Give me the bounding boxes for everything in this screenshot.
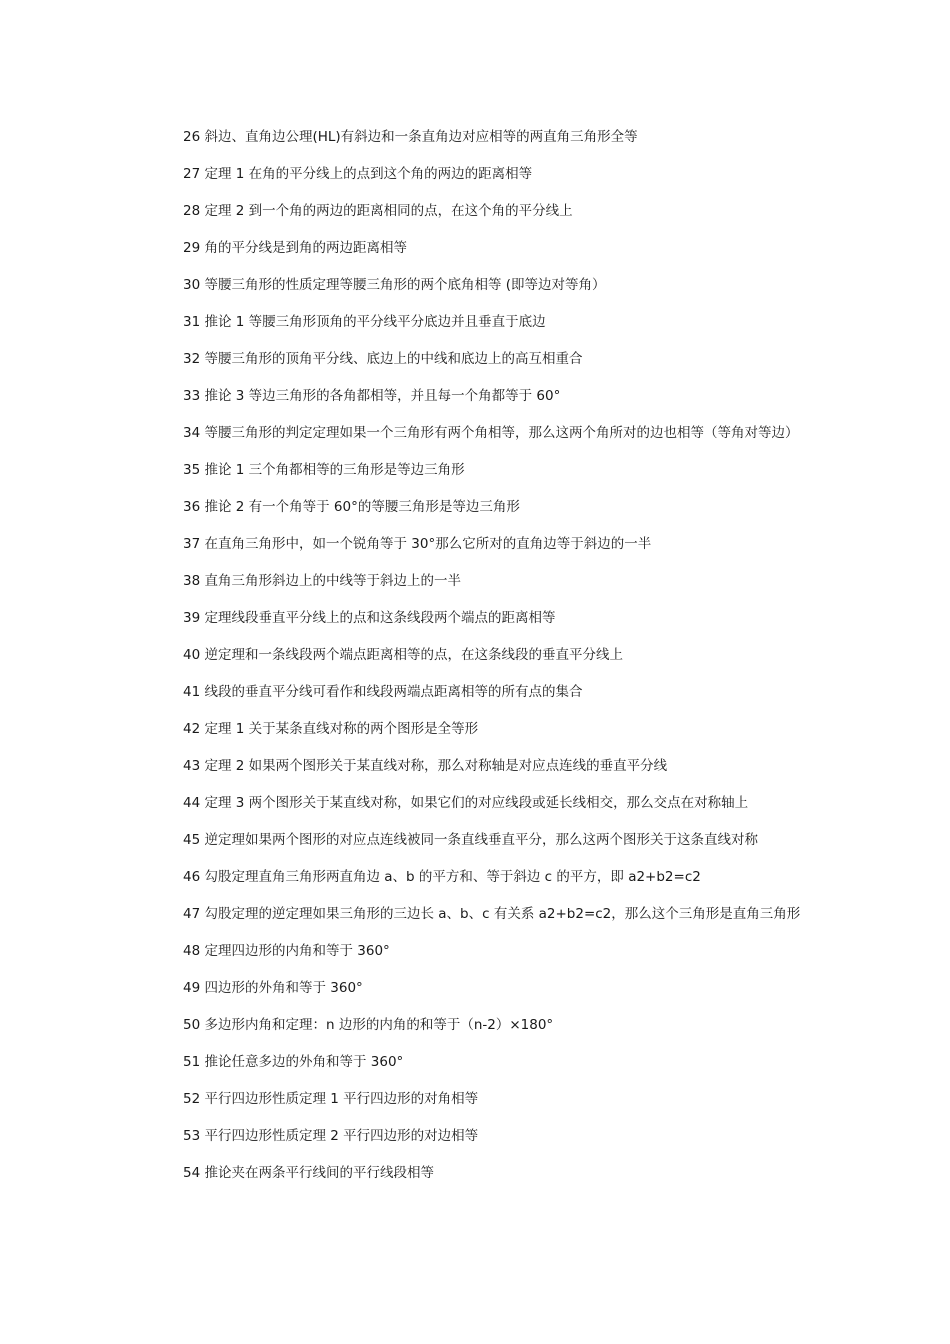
list-item: 38 直角三角形斜边上的中线等于斜边上的一半 [183, 573, 461, 589]
list-item: 51 推论任意多边的外角和等于 360° [183, 1054, 404, 1070]
list-item: 28 定理 2 到一个角的两边的距离相同的点，在这个角的平分线上 [183, 203, 573, 219]
list-item: 31 推论 1 等腰三角形顶角的平分线平分底边并且垂直于底边 [183, 314, 546, 330]
list-item: 52 平行四边形性质定理 1 平行四边形的对角相等 [183, 1091, 479, 1107]
list-item: 45 逆定理如果两个图形的对应点连线被同一条直线垂直平分，那么这两个图形关于这条直线对称 [183, 832, 758, 848]
list-item: 41 线段的垂直平分线可看作和线段两端点距离相等的所有点的集合 [183, 684, 583, 700]
list-item: 48 定理四边形的内角和等于 360° [183, 943, 390, 959]
list-item: 37 在直角三角形中，如一个锐角等于 30°那么它所对的直角边等于斜边的一半 [183, 536, 652, 552]
list-item: 54 推论夹在两条平行线间的平行线段相等 [183, 1165, 434, 1181]
list-item: 40 逆定理和一条线段两个端点距离相等的点，在这条线段的垂直平分线上 [183, 647, 623, 663]
list-item: 50 多边形内角和定理：n 边形的内角的和等于（n-2）×180° [183, 1017, 554, 1033]
list-item: 53 平行四边形性质定理 2 平行四边形的对边相等 [183, 1128, 479, 1144]
theorem-list [145, 126, 813, 1199]
list-item: 47 勾股定理的逆定理如果三角形的三边长 a、b、c 有关系 a2+b2=c2，那么这个三角形是直角三角形 [183, 906, 801, 922]
list-item: 35 推论 1 三个角都相等的三角形是等边三角形 [183, 462, 465, 478]
list-item: 36 推论 2 有一个角等于 60°的等腰三角形是等边三角形 [183, 499, 520, 515]
list-item: 26 斜边、直角边公理(HL)有斜边和一条直角边对应相等的两直角三角形全等 [183, 129, 638, 145]
list-item: 46 勾股定理直角三角形两直角边 a、b 的平方和、等于斜边 c 的平方，即 a2+b2=c2 [183, 869, 701, 885]
list-item: 34 等腰三角形的判定定理如果一个三角形有两个角相等，那么这两个角所对的边也相等（等角对等边） [183, 425, 799, 441]
list-item: 32 等腰三角形的顶角平分线、底边上的中线和底边上的高互相重合 [183, 351, 583, 367]
list-item: 49 四边形的外角和等于 360° [183, 980, 363, 996]
list-item: 33 推论 3 等边三角形的各角都相等，并且每一个角都等于 60° [183, 388, 561, 404]
list-item: 27 定理 1 在角的平分线上的点到这个角的两边的距离相等 [183, 166, 533, 182]
list-item: 29 角的平分线是到角的两边距离相等 [183, 240, 407, 256]
list-item: 43 定理 2 如果两个图形关于某直线对称，那么对称轴是对应点连线的垂直平分线 [183, 758, 668, 774]
list-item: 39 定理线段垂直平分线上的点和这条线段两个端点的距离相等 [183, 610, 556, 626]
list-item: 30 等腰三角形的性质定理等腰三角形的两个底角相等 (即等边对等角） [183, 277, 606, 293]
list-item: 42 定理 1 关于某条直线对称的两个图形是全等形 [183, 721, 479, 737]
list-item: 44 定理 3 两个图形关于某直线对称，如果它们的对应线段或延长线相交，那么交点在对称轴上 [183, 795, 749, 811]
